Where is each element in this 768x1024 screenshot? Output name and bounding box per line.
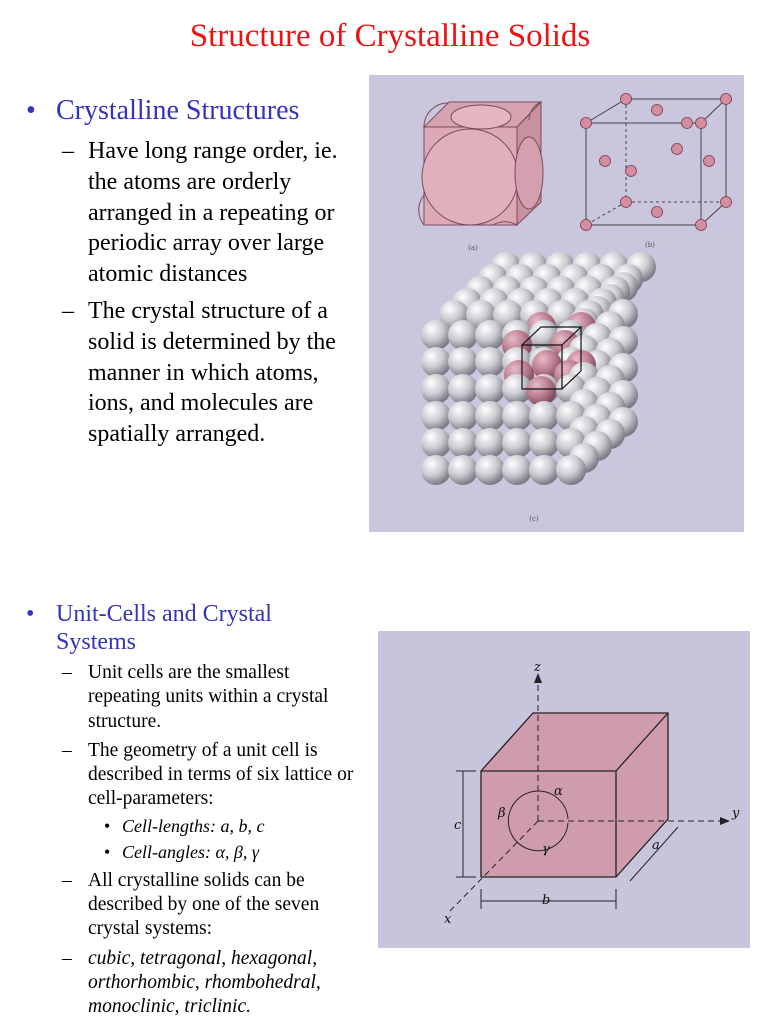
atom-sphere (421, 428, 451, 458)
atom-sphere (421, 320, 451, 350)
sub-item-text: Cell-angles: α, β, γ (122, 841, 259, 862)
atom-dots (581, 94, 732, 231)
dash-marker: – (62, 739, 72, 761)
angle-alpha-label: α (554, 784, 563, 799)
section-heading (26, 92, 356, 130)
atom-sphere (502, 428, 532, 458)
atom-sphere (556, 455, 586, 485)
list-item-text: Have long range order, ie. the atoms are orderly arranged in a repeating or periodic array over large atomic distances (88, 138, 338, 288)
atom-aggregate (421, 252, 656, 485)
bullet-dot: • (26, 601, 35, 627)
axis-z-label: z (534, 660, 541, 675)
atom-sphere (448, 428, 478, 458)
axis-y-label: y (732, 806, 740, 821)
atom-sphere (421, 401, 451, 431)
atom-sphere (448, 320, 478, 350)
sub-item-text: Cell-lengths: a, b, c (122, 815, 265, 836)
angle-beta-label: β (498, 806, 506, 821)
atom-sphere (475, 320, 505, 350)
crystal-structure-figure (369, 75, 744, 532)
bullet-dot: • (26, 95, 36, 126)
page-title: Structure of Crystalline Solids (189, 18, 591, 54)
dash-marker: – (62, 947, 72, 969)
hard-sphere-model (419, 102, 543, 225)
list-item (26, 947, 356, 1020)
list-item-text: All crystalline solids can be described by one of the seven crystal systems: (88, 869, 320, 940)
sub-list-item (26, 815, 356, 838)
list-item (26, 296, 356, 450)
unit-cell-box (481, 713, 668, 877)
atom-sphere (529, 401, 559, 431)
atom-sphere (448, 401, 478, 431)
atom-sphere (475, 455, 505, 485)
atom-sphere (502, 401, 532, 431)
list-item-text: The geometry of a unit cell is described in terms of six lattice or cell-parameters: (88, 739, 354, 810)
bullet-dot: • (104, 815, 111, 836)
list-item-text: cubic, tetragonal, hexagonal, orthorhombic, rhombohedral, monoclinic, triclinic. (88, 947, 321, 1018)
atom-sphere (475, 374, 505, 404)
dash-marker: – (62, 297, 74, 324)
heading-text: Crystalline Structures (56, 95, 300, 126)
unit-cell-parameters-figure (378, 631, 750, 948)
list-item (26, 136, 356, 290)
dash-marker: – (62, 662, 72, 683)
list-item (26, 661, 356, 734)
angle-gamma-label: γ (542, 842, 550, 857)
list-item-text: Unit cells are the smallest repeating units within a crystal structure. (88, 662, 329, 732)
atom-sphere (529, 428, 559, 458)
dash-marker: – (62, 138, 74, 164)
length-c-label: c (454, 818, 462, 833)
atom-sphere (448, 347, 478, 377)
atom-sphere (475, 347, 505, 377)
list-item-text: The crystal structure of a solid is determined by the manner in which atoms, ions, and molecules are spatially arranged. (88, 297, 336, 448)
axis-x-label: x (444, 912, 452, 927)
caption-b: (b) (645, 241, 655, 249)
atom-sphere (421, 347, 451, 377)
atom-sphere (448, 374, 478, 404)
list-item (26, 739, 356, 812)
atom-sphere (448, 455, 478, 485)
atom-sphere (502, 455, 532, 485)
bullet-dot: • (104, 841, 111, 862)
length-a-label: a (652, 838, 660, 853)
atom-sphere (529, 455, 559, 485)
section-unit-cells (26, 600, 356, 1020)
heading-text: Unit-Cells and Crystal Systems (56, 601, 272, 655)
section-crystalline-structures (26, 92, 356, 450)
dash-marker: – (62, 869, 72, 891)
length-b-label: b (542, 893, 551, 908)
section-heading (26, 600, 356, 656)
caption-a: (a) (468, 244, 478, 252)
atom-sphere (421, 455, 451, 485)
caption-c: (c) (529, 515, 539, 523)
atom-sphere (475, 401, 505, 431)
sub-list-item (26, 841, 356, 864)
atom-sphere (475, 428, 505, 458)
atom-sphere (421, 374, 451, 404)
list-item (26, 869, 356, 942)
